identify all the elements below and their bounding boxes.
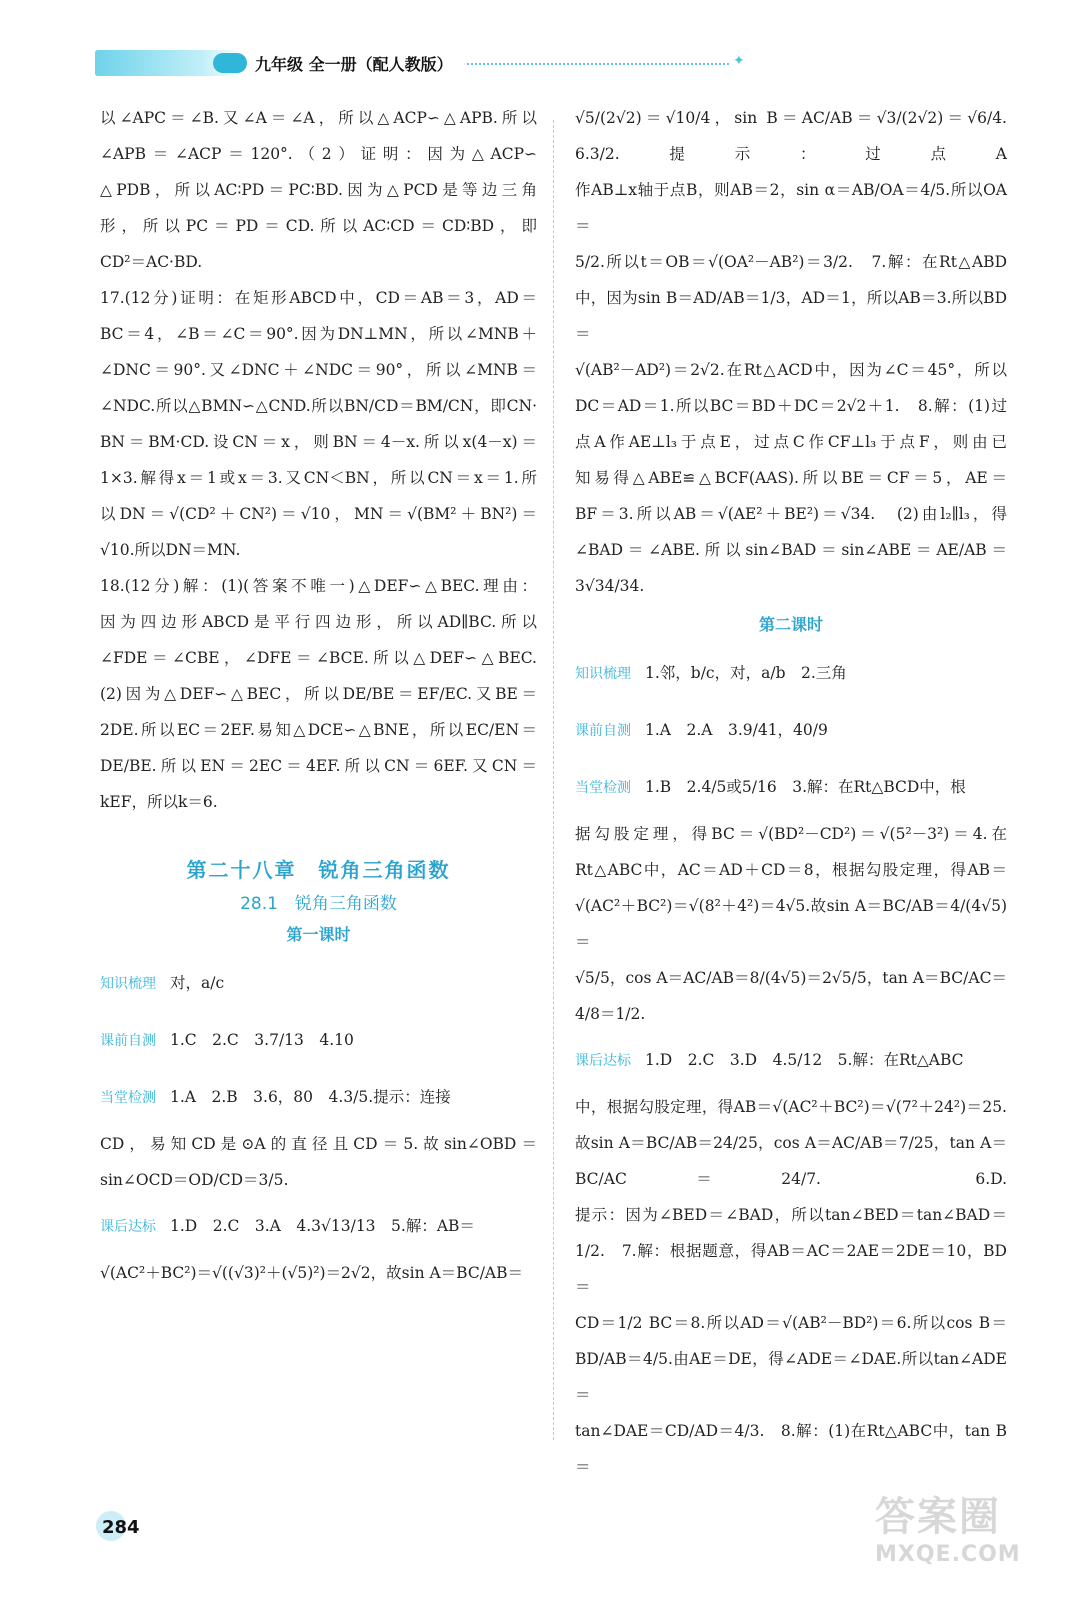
section-label: 当堂检测 — [100, 1090, 156, 1106]
lesson-title: 第二课时 — [758, 615, 823, 634]
text-line: 作AB⊥x轴于点B，则AB＝2，sin α＝AB/OA＝4/5.所以OA＝ — [575, 181, 1007, 235]
text-line: √5/(2√2)＝√10/4，sin B＝AC/AB＝√3/(2√2)＝√6/4. 6.3/2.提示：过点A — [575, 109, 1023, 163]
text-line: DE/BE.所以EN＝2EC＝4EF.所以CN＝6EF.又CN＝ — [100, 757, 537, 775]
text-line: √(AB²－AD²)＝2√2.在Rt△ACD中，因为∠C＝45°，所以 — [575, 361, 1007, 379]
text-line: 以∠APC＝∠B.又∠A＝∠A，所以△ACP∽△APB.所以 — [100, 109, 537, 127]
section-label: 课前自测 — [575, 723, 631, 739]
text-line: 1/2. 7.解：根据题意，得AB＝AC＝2AE＝2DE＝10，BD＝ — [575, 1242, 1007, 1296]
text-line: 中，因为sin B＝AD/AB＝1/3，AD＝1，所以AB＝3.所以BD＝ — [575, 289, 1007, 343]
text-line: CD²＝AC·BD. — [100, 253, 203, 271]
answer-row — [575, 702, 1007, 759]
watermark-logo — [875, 1485, 1055, 1585]
answer-text: 对，a/c — [170, 974, 225, 992]
page-number: 284 — [102, 1517, 140, 1538]
section-label: 课后达标 — [100, 1219, 156, 1235]
text-line: BC＝4，∠B＝∠C＝90°.因为DN⊥MN，所以∠MNB＋ — [100, 325, 537, 343]
answer-row — [100, 1198, 537, 1255]
section-label: 知识梳理 — [100, 976, 156, 992]
column-divider — [553, 120, 554, 1440]
text-line: 点A作AE⊥l₃于点E，过点C作CF⊥l₃于点F，则由已 — [575, 433, 1007, 451]
text-line: 形，所以PC＝PD＝CD.所以AC∶CD＝CD∶BD，即 — [100, 217, 537, 235]
answer-row — [575, 759, 1007, 816]
answer-text: 1.A 2.A 3.9/41，40/9 — [645, 721, 828, 739]
text-line: ∠DNC＝90°.又∠DNC＋∠NDC＝90°，所以∠MNB＝ — [100, 361, 537, 379]
section-label: 课后达标 — [575, 1053, 631, 1069]
text-line: 1×3.解得x＝1或x＝3.又CN＜BN，所以CN＝x＝1.所 — [100, 469, 537, 487]
page-header — [95, 44, 755, 84]
section-label: 课前自测 — [100, 1033, 156, 1049]
text-line: kEF，所以k＝6. — [100, 793, 218, 811]
text-line: 3√34/34. — [575, 577, 645, 595]
text-line: CD，易知CD是⊙A的直径且CD＝5.故sin∠OBD＝ — [100, 1135, 537, 1153]
text-line: 2DE.所以EC＝2EF.易知△DCE∽△BNE，所以EC/EN＝ — [100, 721, 537, 739]
text-line: 5/2.所以t＝OB＝√(OA²－AB²)＝3/2. 7.解：在Rt△ABD — [575, 253, 1007, 271]
text-line: √(AC²＋BC²)＝√((√3)²＋(√5)²)＝2√2，故sin A＝BC/AB＝ — [100, 1264, 524, 1282]
text-line: 17.(12分)证明：在矩形ABCD中，CD＝AB＝3，AD＝ — [100, 289, 537, 307]
answer-text: 1.D 2.C 3.A 4.3√13/13 5.解：AB＝ — [170, 1217, 475, 1235]
header-title: 九年级 全一册（配人教版） — [255, 55, 453, 74]
text-line: 中，根据勾股定理，得AB＝√(AC²＋BC²)＝√(7²＋24²)＝25. — [575, 1098, 1007, 1116]
lesson-title: 第一课时 — [286, 925, 351, 944]
chapter-title: 第二十八章 锐角三角函数 — [186, 858, 451, 882]
watermark-text: 答案圈 — [875, 1494, 1001, 1540]
text-line: 因为四边形ABCD是平行四边形，所以AD∥BC.所以 — [100, 613, 537, 631]
section-label: 当堂检测 — [575, 780, 631, 796]
answer-text: 1.D 2.C 3.D 4.5/12 5.解：在Rt△ABC — [645, 1051, 964, 1069]
text-line: √5/5，cos A＝AC/AB＝8/(4√5)＝2√5/5，tan A＝BC/AC＝4/8＝1/2. — [575, 969, 1007, 1023]
text-line: (2)因为△DEF∽△BEC，所以DE/BE＝EF/EC.又BE＝ — [100, 685, 537, 703]
section-title: 28.1 锐角三角函数 — [240, 894, 397, 914]
left-column — [100, 100, 537, 1520]
answer-text: 1.B 2.4/5或5/16 3.解：在Rt△BCD中，根 — [645, 778, 966, 796]
text-line: 知易得△ABE≌△BCF(AAS).所以BE＝CF＝5，AE＝ — [575, 469, 1007, 487]
text-line: DC＝AD＝1.所以BC＝BD＋DC＝2√2＋1. 8.解：(1)过 — [575, 397, 1007, 415]
text-line: Rt△ABC中，AC＝AD＋CD＝8，根据勾股定理，得AB＝ — [575, 861, 1007, 879]
text-line: 18.(12分)解：(1)(答案不唯一)△DEF∽△BEC.理由： — [100, 577, 537, 595]
text-line: √10.所以DN＝MN. — [100, 541, 241, 559]
answer-text: 1.邻，b/c，对，a/b 2.三角 — [645, 664, 847, 682]
text-line: BN＝BM·CD.设CN＝x，则BN＝4－x.所以x(4－x)＝ — [100, 433, 537, 451]
header-badge-icon — [213, 53, 247, 73]
text-line: ∠FDE＝∠CBE，∠DFE＝∠BCE.所以△DEF∽△BEC. — [100, 649, 537, 667]
section-label: 知识梳理 — [575, 666, 631, 682]
text-line: tan∠DAE＝CD/AD＝4/3. 8.解：(1)在Rt△ABC中，tan B＝ — [575, 1422, 1007, 1476]
answer-text: 1.A 2.B 3.6，80 4.3/5.提示：连接 — [170, 1088, 451, 1106]
text-line: △PDB，所以AC∶PD＝PC∶BD.因为△PCD是等边三角 — [100, 181, 537, 199]
answer-row — [100, 1012, 537, 1069]
sparkle-icon: ✦ — [733, 53, 745, 69]
right-column — [575, 100, 1023, 1520]
answer-row — [575, 645, 1007, 702]
text-line: 以DN＝√(CD²＋CN²)＝√10，MN＝√(BM²＋BN²)＝ — [100, 505, 537, 523]
text-line: sin∠OCD＝OD/CD＝3/5. — [100, 1171, 289, 1189]
answer-row — [575, 1032, 1007, 1089]
text-line: 据勾股定理，得BC＝√(BD²－CD²)＝√(5²－3²)＝4.在 — [575, 825, 1007, 843]
text-line: BD/AB＝4/5.由AE＝DE，得∠ADE＝∠DAE.所以tan∠ADE＝ — [575, 1350, 1007, 1404]
answer-row — [100, 955, 537, 1012]
text-line: 故sin A＝BC/AB＝24/25，cos A＝AC/AB＝7/25，tan A＝BC/AC＝24/7. 6.D. — [575, 1134, 1007, 1188]
answer-row — [100, 1069, 537, 1126]
text-line: ∠APB＝∠ACP＝120°.（2）证明：因为△ACP∽ — [100, 145, 537, 163]
answer-text: 1.C 2.C 3.7/13 4.10 — [170, 1031, 354, 1049]
watermark-url: MXQE.COM — [875, 1542, 1021, 1567]
header-dotted-line — [467, 63, 729, 65]
text-line: ∠BAD＝∠ABE.所以sin∠BAD＝sin∠ABE＝AE/AB＝ — [575, 541, 1007, 559]
text-line: BF＝3.所以AB＝√(AE²＋BE²)＝√34. (2)由l₂∥l₃，得 — [575, 505, 1007, 523]
text-line: CD＝1/2 BC＝8.所以AD＝√(AB²－BD²)＝6.所以cos B＝ — [575, 1314, 1007, 1332]
text-line: 提示：因为∠BED＝∠BAD，所以tan∠BED＝tan∠BAD＝ — [575, 1206, 1007, 1224]
text-line: √(AC²＋BC²)＝√(8²＋4²)＝4√5.故sin A＝BC/AB＝4/(4√5)＝ — [575, 897, 1007, 951]
text-line: ∠NDC.所以△BMN∽△CND.所以BN/CD＝BM/CN，即CN· — [100, 397, 537, 415]
